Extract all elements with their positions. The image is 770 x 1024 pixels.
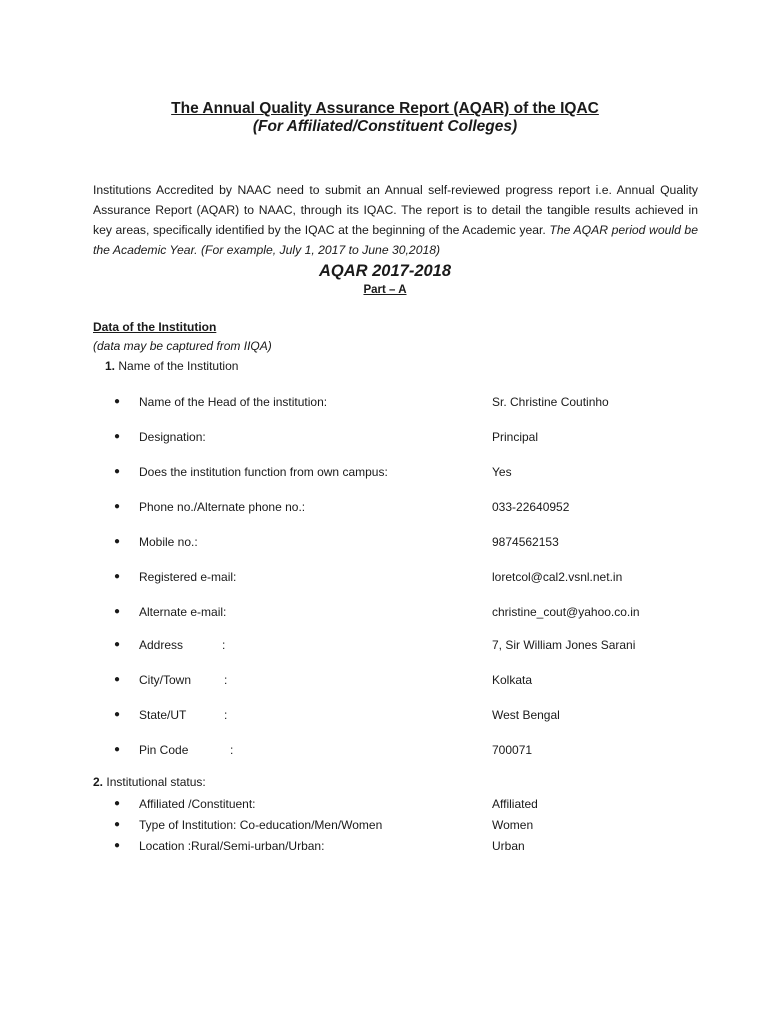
field-label: Name of the Head of the institution: (139, 395, 328, 409)
item-2-number: 2. (93, 775, 104, 789)
section-note: (data may be captured from IIQA) (93, 339, 272, 353)
item-1-number: 1. (105, 359, 116, 373)
bullet-icon: ● (114, 501, 121, 512)
item-2-label: Institutional status: (106, 775, 206, 789)
part-heading: Part – A (363, 284, 407, 296)
field-row (114, 637, 714, 653)
field-label: Designation: (139, 430, 206, 444)
field-label: Pin Code (139, 743, 189, 757)
field-row (114, 707, 714, 723)
field-label: Mobile no.: (139, 535, 198, 549)
intro-text: Institutions Accredited by NAAC need to submit an Annual self-reviewed progress report i.e. Annual Quality Assurance Report (AQAR) to NAAC, through its IQAC. The report is to detail the tangible results achieved in key areas, specifically identified by the IQAC at the beginning of the Academic year. (93, 183, 698, 237)
field-value: Yes (492, 465, 512, 479)
bullet-icon: ● (114, 466, 121, 477)
field-colon: : (224, 673, 228, 687)
field-row (114, 534, 714, 550)
field-value: Urban (492, 839, 525, 853)
field-row (114, 796, 714, 812)
report-subtitle: (For Affiliated/Constituent Colleges) (252, 118, 518, 135)
section-heading: Data of the Institution (93, 320, 217, 334)
field-label: Location :Rural/Semi-urban/Urban: (139, 839, 325, 853)
aqar-year-heading: AQAR 2017-2018 (318, 262, 452, 280)
field-value: West Bengal (492, 708, 560, 722)
field-row (114, 672, 714, 688)
field-row (114, 817, 714, 833)
field-row (114, 742, 714, 758)
item-1-label: Name of the Institution (118, 359, 239, 373)
field-value: Women (492, 818, 534, 832)
field-label: City/Town (139, 673, 192, 687)
field-value: loretcol@cal2.vsnl.net.in (492, 570, 623, 584)
field-row (114, 499, 714, 515)
bullet-icon: ● (114, 606, 121, 617)
bullet-icon: ● (114, 536, 121, 547)
field-row (114, 394, 714, 410)
bullet-icon: ● (114, 819, 121, 830)
bullet-icon: ● (114, 798, 121, 809)
field-value: 7, Sir William Jones Sarani (492, 638, 636, 652)
field-label: State/UT (139, 708, 187, 722)
bullet-icon: ● (114, 674, 121, 685)
field-value: Kolkata (492, 673, 533, 687)
intro-paragraph (93, 180, 698, 260)
field-label: Phone no./Alternate phone no.: (139, 500, 306, 514)
report-title: The Annual Quality Assurance Report (AQAR) of the IQAC (171, 100, 599, 117)
field-value: Affiliated (492, 797, 538, 811)
field-value: Sr. Christine Coutinho (492, 395, 609, 409)
field-label: Address (139, 638, 184, 652)
field-value: Principal (492, 430, 539, 444)
field-value: christine_cout@yahoo.co.in (492, 605, 640, 619)
field-value: 033-22640952 (492, 500, 570, 514)
field-value: 700071 (492, 743, 533, 757)
bullet-icon: ● (114, 571, 121, 582)
field-row (114, 838, 714, 854)
field-row (114, 464, 714, 480)
field-label: Registered e-mail: (139, 570, 237, 584)
field-colon: : (222, 638, 226, 652)
field-row (114, 604, 714, 620)
bullet-icon: ● (114, 431, 121, 442)
field-label: Does the institution function from own campus: (139, 465, 388, 479)
item-2-heading (93, 775, 206, 789)
field-label: Alternate e-mail: (139, 605, 227, 619)
item-1-heading (105, 359, 238, 373)
field-colon: : (230, 743, 234, 757)
field-value: 9874562153 (492, 535, 559, 549)
bullet-icon: ● (114, 396, 121, 407)
field-label: Affiliated /Constituent: (139, 797, 256, 811)
field-row (114, 569, 714, 585)
intro-italic-text: The AQAR period would be the Academic Year. (For example, July 1, 2017 to June 30,2018) (93, 223, 698, 257)
bullet-icon: ● (114, 840, 121, 851)
bullet-icon: ● (114, 639, 121, 650)
bullet-icon: ● (114, 709, 121, 720)
field-row (114, 429, 714, 445)
bullet-icon: ● (114, 744, 121, 755)
field-colon: : (224, 708, 228, 722)
field-label: Type of Institution: Co-education/Men/Women (139, 818, 383, 832)
